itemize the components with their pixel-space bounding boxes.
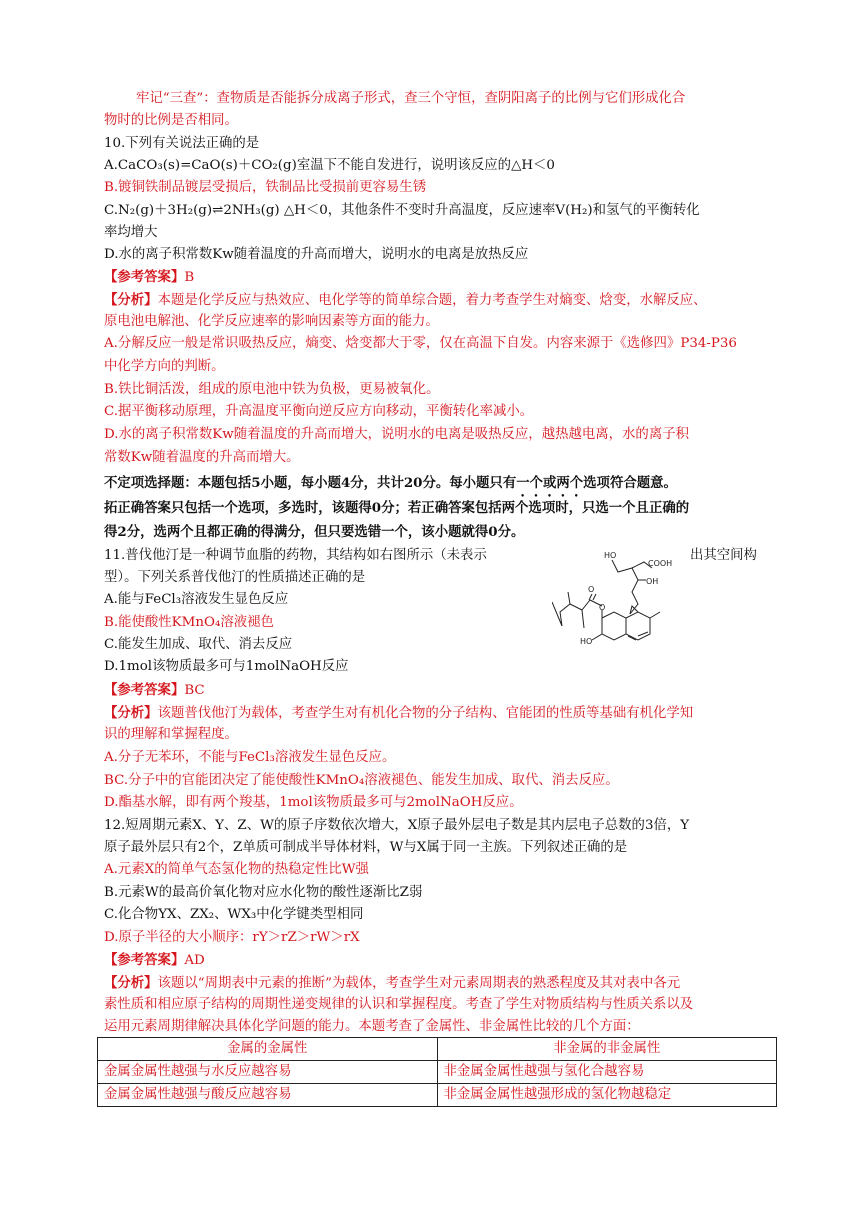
tip-line-2: 物时的比例是否相同。 bbox=[104, 113, 238, 128]
question-10-stem: 10.下列有关说法正确的是 bbox=[104, 136, 260, 151]
analysis-10-line-3: A.分解反应一般是常识吸热反应，熵变、焓变都大于零，仅在高温下自发。内容来源于《选修四》P34-P36 bbox=[104, 336, 737, 351]
question-12-option-c: C.化合物YX、ZX₂、WX₃中化学键类型相同 bbox=[104, 907, 364, 922]
analysis-label: 【分析】 bbox=[104, 292, 158, 308]
question-10-option-b: B.镀铜铁制品镀层受损后，铁制品比受损前更容易生锈 bbox=[104, 180, 427, 195]
table-header-row bbox=[98, 1038, 777, 1061]
table-cell: 非金属金属性越强与氢化合越容易 bbox=[437, 1061, 777, 1084]
answer-12 bbox=[104, 949, 205, 972]
table-header-cell: 金属的金属性 bbox=[98, 1038, 438, 1061]
question-11-option-a: A.能与FeCl₃溶液发生显色反应 bbox=[104, 592, 289, 607]
table-cell: 金属金属性越强与酸反应越容易 bbox=[98, 1084, 438, 1107]
analysis-12-line-2: 素性质和相应原子结构的周期性递变规律的认识和掌握程度。考查了学生对物质结构与性质关系以及 bbox=[104, 997, 694, 1012]
answer-value: B bbox=[184, 270, 195, 285]
analysis-10-line-7: D.水的离子积常数Kw随着温度的升高而增大，说明水的电离是吸热反应，越热越电离，水的离子积 bbox=[104, 427, 689, 442]
answer-label: 【参考答案】 bbox=[104, 269, 185, 285]
analysis-10-line-1 bbox=[104, 289, 707, 312]
analysis-11-line-5: D.酯基水解，即有两个羧基，1mol该物质最多可与2molNaOH反应。 bbox=[104, 795, 523, 810]
table-row bbox=[98, 1084, 777, 1107]
analysis-10-line-5: B.铁比铜活泼，组成的原电池中铁为负极，更易被氧化。 bbox=[104, 382, 440, 397]
analysis-12-line-1 bbox=[104, 972, 680, 995]
emphasized-text: 一个或两个 bbox=[516, 475, 584, 491]
table-cell: 金属金属性越强与水反应越容易 bbox=[98, 1061, 438, 1084]
analysis-10-line-2: 原电池电解池、化学反应速率的影响因素等方面的能力。 bbox=[104, 314, 439, 329]
question-10-option-c-line-2: 率均增大 bbox=[104, 225, 158, 240]
answer-10 bbox=[104, 266, 194, 289]
question-12-option-a: A.元素X的简单气态氢化物的热稳定性比W强 bbox=[104, 862, 369, 877]
analysis-12-line-3: 运用元素周期律解决具体化学问题的能力。本题考查了金属性、非金属性比较的几个方面： bbox=[104, 1019, 640, 1034]
question-12-option-d: D.原子半径的大小顺序：rY＞rZ＞rW＞rX bbox=[104, 930, 360, 945]
analysis-text: 该题以“周期表中元素的推断”为载体，考查学生对元素周期表的熟悉程度及其对表中各元 bbox=[157, 976, 681, 991]
ester-o-label: O bbox=[599, 603, 606, 612]
question-12-stem-line-1: 12.短周期元素X、Y、Z、W的原子序数依次增大，X原子最外层电子数是其内层电子总数的3倍，Y bbox=[104, 818, 690, 833]
question-11-stem-line-1-right: 出其空间构 bbox=[690, 548, 757, 563]
analysis-11-line-4: BC.分子中的官能团决定了能使酸性KMnO₄溶液褪色、能发生加成、取代、消去反应。 bbox=[104, 773, 619, 788]
question-11-stem-line-2: 型）。下列关系普伐他汀的性质描述正确的是 bbox=[104, 570, 366, 585]
table-cell: 非金属金属性越强形成的氢化物越稳定 bbox=[437, 1084, 777, 1107]
ho-top-label: HO bbox=[604, 551, 617, 560]
question-11-option-d: D.1mol该物质最多可与1molNaOH反应 bbox=[104, 659, 349, 674]
cooh-label: COOH bbox=[648, 559, 673, 568]
analysis-label: 【分析】 bbox=[104, 705, 158, 721]
analysis-11-line-2: 识的理解和掌握程度。 bbox=[104, 727, 238, 742]
question-10-option-d: D.水的离子积常数Kw随着温度的升高而增大，说明水的电离是放热反应 bbox=[104, 247, 529, 262]
question-12-stem-line-2: 原子最外层只有2个，Z单质可制成半导体材料，W与X属于同一主族。下列叙述正确的是 bbox=[104, 840, 628, 855]
ho-bottom-label: HO bbox=[580, 637, 593, 646]
pravastatin-structure-diagram bbox=[552, 544, 692, 666]
analysis-text: 本题是化学反应与热效应、电化学等的简单综合题，着力考查学生对熵变、焓变，水解反应、 bbox=[157, 293, 707, 308]
analysis-10-line-8: 常数Kw随着温度的升高而增大。 bbox=[104, 450, 300, 465]
answer-label: 【参考答案】 bbox=[104, 682, 185, 698]
section-text-end: 选项符合题意。 bbox=[583, 475, 677, 491]
analysis-text: 该题普伐他汀为载体，考查学生对有机化合物的分子结构、官能团的性质等基础有机化学知 bbox=[157, 706, 694, 721]
question-11-option-b: B.能使酸性KMnO₄溶液褪色 bbox=[104, 615, 274, 630]
question-11-option-c: C.能发生加成、取代、消去反应 bbox=[104, 637, 293, 652]
tip-line-1: 牢记“三查”：查物质是否能拆分成离子形式，查三个守恒，查阴阳离子的比例与它们形成化合 bbox=[136, 91, 686, 106]
oh-label: OH bbox=[646, 577, 659, 586]
metallic-comparison-table bbox=[97, 1037, 777, 1107]
answer-11 bbox=[104, 679, 205, 702]
section-instructions-line-2: 拓正确答案只包括一个选项，多选时，该题得0分；若正确答案包括两个选项时，只选一个且正确的 bbox=[104, 500, 690, 516]
section-instructions-line-3: 得2分，选两个且都正确的得满分，但只要选错一个，该小题就得0分。 bbox=[104, 524, 525, 540]
section-instructions-line-1 bbox=[104, 472, 677, 500]
answer-label: 【参考答案】 bbox=[104, 952, 185, 968]
question-12-option-b: B.元素W的最高价氧化物对应水化物的酸性逐渐比Z弱 bbox=[104, 885, 423, 900]
table-header-cell: 非金属的非金属性 bbox=[437, 1038, 777, 1061]
question-10-option-a: A.CaCO₃(s)=CaO(s)＋CO₂(g)室温下不能自发进行，说明该反应的△H＜0 bbox=[104, 158, 555, 173]
analysis-10-line-4: 中化学方向的判断。 bbox=[104, 359, 225, 374]
question-11-stem-line-1: 11.普伐他汀是一种调节血脂的药物，其结构如右图所示（未表示 bbox=[104, 548, 487, 563]
analysis-11-line-3: A.分子无苯环，不能与FeCl₃溶液发生显色反应。 bbox=[104, 750, 396, 765]
question-10-option-c-line-1: C.N₂(g)＋3H₂(g)⇌2NH₃(g) △H＜0，其他条件不变时升高温度，反应速率V(H₂)和氢气的平衡转化 bbox=[104, 203, 700, 218]
table-row bbox=[98, 1061, 777, 1084]
analysis-10-line-6: C.据平衡移动原理，升高温度平衡向逆反应方向移动，平衡转化率减小。 bbox=[104, 404, 534, 419]
analysis-label: 【分析】 bbox=[104, 975, 158, 991]
answer-value: AD bbox=[184, 953, 205, 968]
analysis-11-line-1 bbox=[104, 702, 693, 725]
answer-value: BC bbox=[184, 683, 205, 698]
section-text: 不定项选择题：本题包括5小题，每小题4分，共计20分。每小题只有 bbox=[104, 475, 517, 491]
carbonyl-o-label: O bbox=[588, 585, 595, 594]
